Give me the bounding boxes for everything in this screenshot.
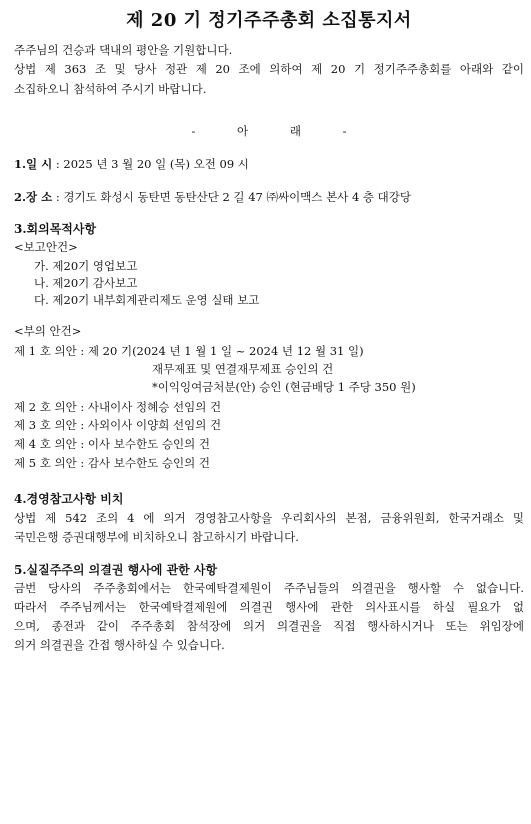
greeting-line-3: 소집하오니 참석하여 주시기 바랍니다. bbox=[14, 82, 207, 96]
voting-rights-line-4: 의거 의결권을 간접 행사하실 수 있습니다. bbox=[14, 638, 225, 652]
resolution-item-detail: 재무제표 및 연결재무제표 승인의 건 bbox=[152, 362, 334, 376]
report-item: 가. 제20기 영업보고 bbox=[34, 259, 138, 273]
reference-heading: 4.경영참고사항 비치 bbox=[14, 492, 124, 506]
voting-rights-line-3: 으며, 종전과 같이 주주총회 참석장에 의거 의결권을 직접 행사하시거나 또는 위임장에 bbox=[14, 619, 524, 633]
greeting-line-1: 주주님의 건승과 댁내의 평안을 기원합니다. bbox=[14, 43, 233, 57]
meeting-datetime bbox=[14, 157, 249, 172]
report-item: 나. 제20기 감사보고 bbox=[34, 276, 138, 290]
resolution-item: 제 5 호 의안 : 감사 보수한도 승인의 건 bbox=[14, 456, 210, 470]
resolution-item: 제 4 호 의안 : 이사 보수한도 승인의 건 bbox=[14, 437, 210, 451]
separator-heading: - 아 래 - bbox=[191, 124, 347, 138]
document-title: 제 20 기 정기주주총회 소집통지서 bbox=[126, 10, 412, 31]
greeting-line-2: 상법 제 363 조 및 당사 정관 제 20 조에 의하여 제 20 기 정기주주총회를 아래와 같이 bbox=[14, 62, 524, 76]
datetime-label: 1.일 시 bbox=[14, 157, 53, 171]
meeting-location bbox=[14, 190, 411, 205]
datetime-value: : 2025 년 3 월 20 일 (목) 오전 09 시 bbox=[55, 157, 249, 171]
report-items-heading: <보고안건> bbox=[14, 240, 78, 254]
voting-rights-line-1: 금번 당사의 주주총회에서는 한국예탁결제원이 주주님들의 의결권을 행사할 수 없습니다. bbox=[14, 581, 524, 595]
resolution-item: 제 3 호 의안 : 사외이사 이양희 선임의 건 bbox=[14, 418, 222, 432]
resolution-item-detail: *이익잉여금처분(안) 승인 (현금배당 1 주당 350 원) bbox=[152, 380, 416, 394]
resolution-items-heading: <부의 안건> bbox=[14, 324, 82, 338]
resolution-item: 제 2 호 의안 : 사내이사 정혜승 선임의 건 bbox=[14, 400, 222, 414]
voting-rights-line-2: 따라서 주주님께서는 한국예탁결제원에 의결권 행사에 관한 의사표시를 하실 필요가 없 bbox=[14, 600, 524, 614]
reference-line-1: 상법 제 542 조의 4 에 의거 경영참고사항을 우리회사의 본점, 금융위원회, 한국거래소 및 bbox=[14, 511, 524, 525]
voting-rights-heading: 5.실질주주의 의결권 행사에 관한 사항 bbox=[14, 563, 218, 577]
report-item: 다. 제20기 내부회계관리제도 운영 실태 보고 bbox=[34, 293, 260, 307]
agenda-heading: 3.회의목적사항 bbox=[14, 222, 97, 236]
reference-line-2: 국민은행 증권대행부에 비치하오니 참고하시기 바랍니다. bbox=[14, 530, 299, 544]
resolution-item: 제 1 호 의안 : 제 20 기(2024 년 1 월 1 일 ~ 2024 년 12 월 31 일) bbox=[14, 344, 364, 358]
location-label: 2.장 소 bbox=[14, 190, 53, 204]
location-value: : 경기도 화성시 동탄면 동탄산단 2 길 47 ㈜싸이맥스 본사 4 층 대강당 bbox=[55, 190, 412, 204]
